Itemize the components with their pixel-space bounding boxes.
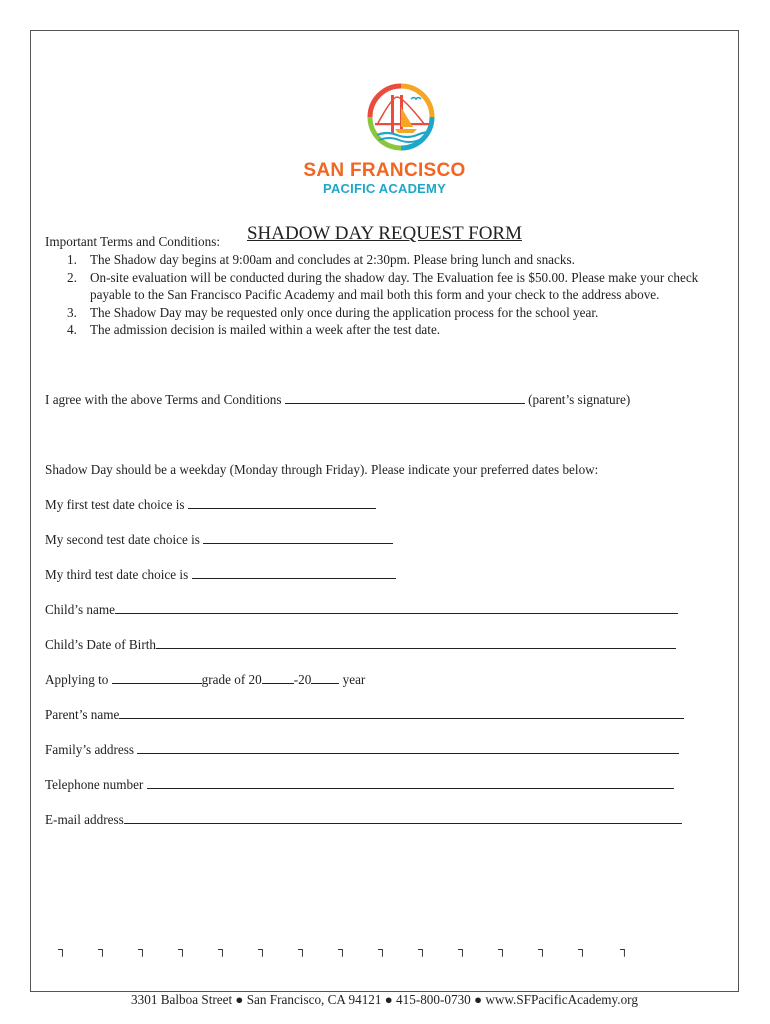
grade-of-label: grade of 20 [201, 672, 262, 687]
fold-mark: ┐ [620, 942, 629, 956]
applying-label: Applying to [45, 672, 109, 687]
email-row [45, 812, 682, 828]
signature-field[interactable] [285, 402, 525, 404]
brand-name-line2: PACIFIC ACADEMY [323, 181, 446, 196]
second-choice-label: My second test date choice is [45, 532, 200, 547]
third-choice-label: My third test date choice is [45, 567, 189, 582]
family-address-row [45, 742, 679, 758]
third-choice-row [45, 567, 396, 583]
signature-suffix: (parent’s signature) [528, 392, 631, 407]
telephone-row [45, 777, 674, 793]
first-choice-field[interactable] [188, 507, 376, 509]
parent-name-row [45, 707, 684, 723]
terms-list [45, 251, 705, 339]
fold-mark: ┐ [298, 942, 307, 956]
footer-address: 3301 Balboa Street ● San Francisco, CA 94121 ● 415-800-0730 ● www.SFPacificAcademy.org [131, 992, 638, 1007]
parent-name-field[interactable] [119, 717, 684, 719]
fold-mark: ┐ [378, 942, 387, 956]
dash-20-label: -20 [293, 672, 312, 687]
list-item: 4. The admission decision is mailed within a week after the test date. [67, 322, 441, 337]
child-name-row [45, 602, 678, 618]
fold-mark: ┐ [218, 942, 227, 956]
telephone-field[interactable] [147, 787, 674, 789]
brand-name-line1: SAN FRANCISCO [303, 160, 466, 181]
fold-mark: ┐ [578, 942, 587, 956]
list-item: 1. The Shadow day begins at 9:00am and concludes at 2:30pm. Please bring lunch and snacks. [67, 252, 575, 267]
list-item: 2. On-site evaluation will be conducted during the shadow day. The Evaluation fee is $50.00. Please make your check payable to the San Francisco Pacific Academy and mail both this form and your check to the address above. [67, 269, 699, 302]
family-address-field[interactable] [137, 752, 679, 754]
list-item: 3. The Shadow Day may be requested only once during the application process for the school year. [67, 304, 599, 320]
family-address-label: Family’s address [45, 742, 135, 757]
applying-row [45, 672, 365, 688]
agree-label: I agree with the above Terms and Conditions [45, 392, 282, 407]
dates-instructions: Shadow Day should be a weekday (Monday through Friday). Please indicate your preferred dates below: [45, 462, 599, 477]
year-label: year [342, 672, 366, 687]
child-dob-label: Child’s Date of Birth [45, 637, 156, 652]
child-dob-field[interactable] [156, 647, 676, 649]
child-dob-row [45, 637, 676, 653]
fold-mark: ┐ [178, 942, 187, 956]
fold-mark: ┐ [58, 942, 67, 956]
fold-mark: ┐ [98, 942, 107, 956]
fold-mark: ┐ [338, 942, 347, 956]
grade-field[interactable] [112, 682, 202, 684]
fold-mark: ┐ [538, 942, 547, 956]
telephone-label: Telephone number [45, 777, 144, 792]
first-choice-label: My first test date choice is [45, 497, 185, 512]
agreement-row [45, 392, 630, 408]
form-page [30, 30, 739, 1007]
email-label: E-mail address [45, 812, 124, 827]
second-choice-row [45, 532, 393, 548]
second-choice-field[interactable] [203, 542, 393, 544]
fold-mark: ┐ [138, 942, 147, 956]
fold-mark: ┐ [418, 942, 427, 956]
academy-logo [367, 83, 435, 153]
start-year-field[interactable] [262, 682, 294, 684]
parent-name-label: Parent’s name [45, 707, 120, 722]
email-field[interactable] [124, 822, 682, 824]
form-title: SHADOW DAY REQUEST FORM [246, 223, 523, 244]
fold-mark: ┐ [458, 942, 467, 956]
fold-mark: ┐ [498, 942, 507, 956]
child-name-label: Child’s name [45, 602, 115, 617]
end-year-field[interactable] [311, 682, 339, 684]
fold-mark: ┐ [258, 942, 267, 956]
child-name-field[interactable] [115, 612, 678, 614]
first-choice-row [45, 497, 376, 513]
terms-heading: Important Terms and Conditions: [45, 234, 221, 249]
third-choice-field[interactable] [192, 577, 396, 579]
